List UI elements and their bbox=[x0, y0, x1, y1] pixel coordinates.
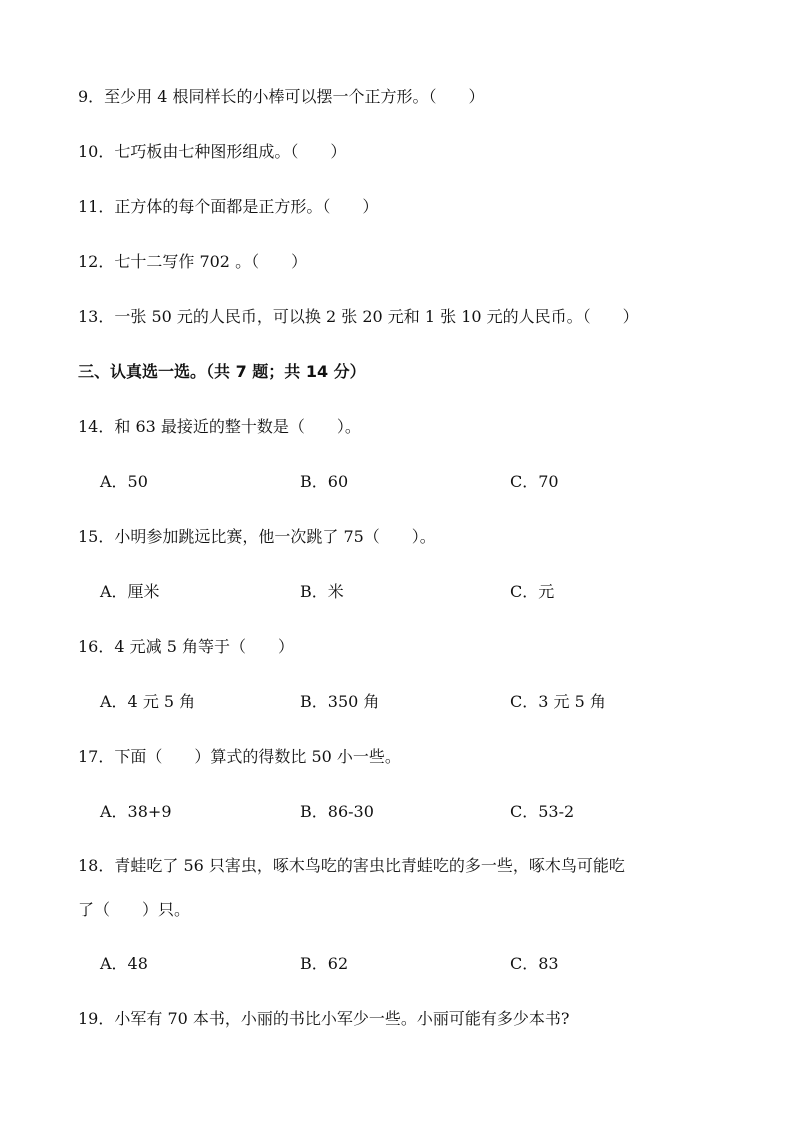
question-16-option-a: A．4 元 5 角 bbox=[100, 692, 196, 711]
question-18-option-c: C．83 bbox=[510, 954, 559, 973]
question-14-option-c: C．70 bbox=[510, 472, 559, 491]
question-11: 11．正方体的每个面都是正方形。（ ） bbox=[78, 197, 379, 216]
question-15-option-b: B．米 bbox=[300, 582, 344, 601]
question-15-option-a: A．厘米 bbox=[100, 582, 160, 601]
question-17-stem: 17．下面（ ）算式的得数比 50 小一些。 bbox=[78, 747, 401, 766]
question-19: 19．小军有 70 本书，小丽的书比小军少一些。小丽可能有多少本书? bbox=[78, 1009, 570, 1028]
question-17-option-c: C．53-2 bbox=[510, 802, 575, 821]
question-12: 12．七十二写作 702 。（ ） bbox=[78, 252, 308, 271]
question-18-option-b: B．62 bbox=[300, 954, 349, 973]
question-13: 13．一张 50 元的人民币，可以换 2 张 20 元和 1 张 10 元的人民币。（ ） bbox=[78, 307, 639, 326]
section-heading-3: 三、认真选一选。（共 7 题；共 14 分） bbox=[78, 362, 366, 381]
question-15-stem: 15．小明参加跳远比赛，他一次跳了 75（ ）。 bbox=[78, 527, 436, 546]
question-17-option-a: A．38+9 bbox=[100, 802, 172, 821]
question-16-option-b: B．350 角 bbox=[300, 692, 380, 711]
question-10: 10．七巧板由七种图形组成。（ ） bbox=[78, 142, 347, 161]
question-16-stem: 16．4 元减 5 角等于（ ） bbox=[78, 637, 294, 656]
question-14-option-b: B．60 bbox=[300, 472, 349, 491]
question-16-option-c: C．3 元 5 角 bbox=[510, 692, 606, 711]
question-18-stem-line-1: 18．青蛙吃了 56 只害虫，啄木鸟吃的害虫比青蛙吃的多一些，啄木鸟可能吃 bbox=[78, 856, 625, 875]
question-15-option-c: C．元 bbox=[510, 582, 555, 601]
question-18-option-a: A．48 bbox=[100, 954, 148, 973]
question-9: 9．至少用 4 根同样长的小棒可以摆一个正方形。（ ） bbox=[78, 87, 485, 106]
question-14-option-a: A．50 bbox=[100, 472, 148, 491]
question-17-option-b: B．86-30 bbox=[300, 802, 374, 821]
question-18-stem-line-2: 了（ ）只。 bbox=[78, 900, 191, 919]
question-14-stem: 14．和 63 最接近的整十数是（ ）。 bbox=[78, 417, 361, 436]
